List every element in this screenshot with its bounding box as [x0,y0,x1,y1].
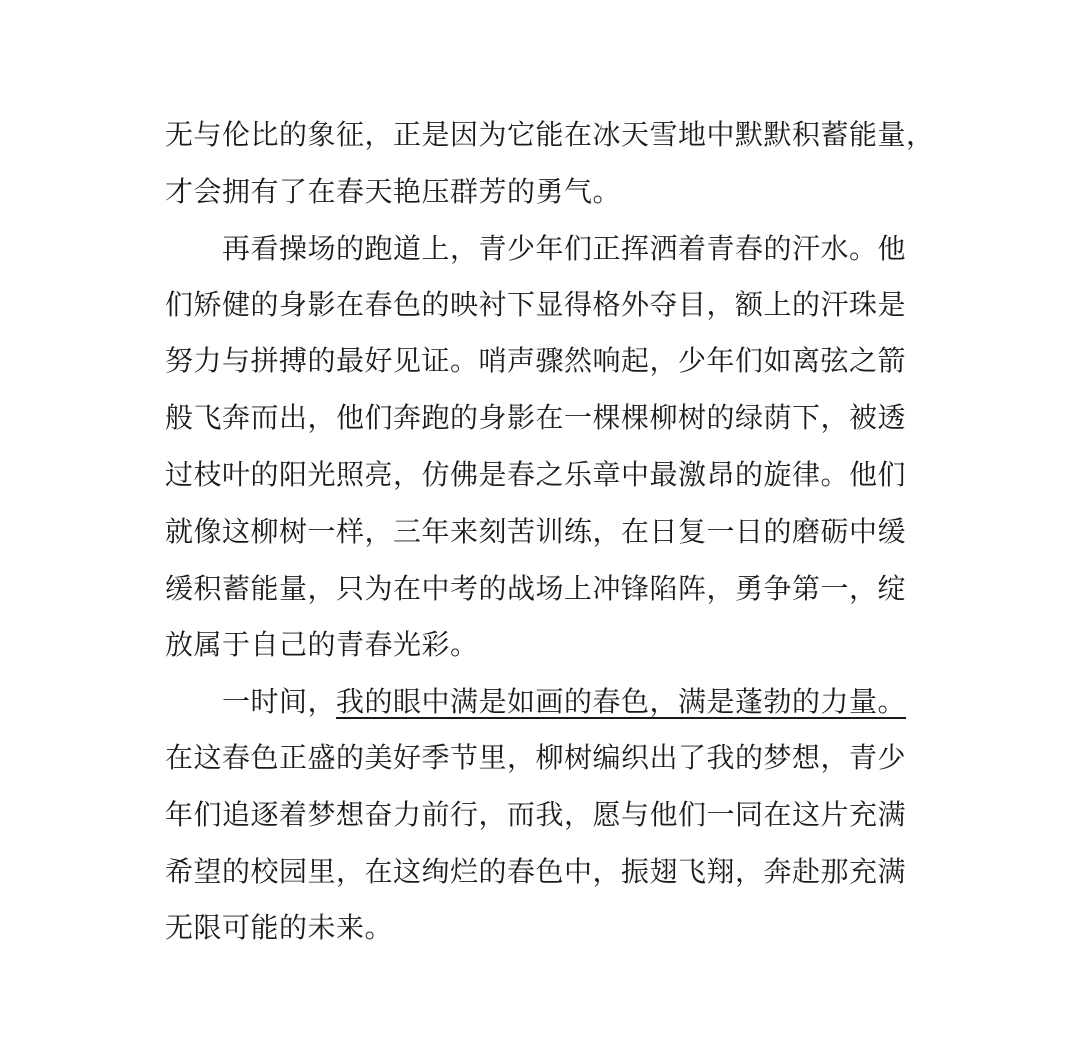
paragraph-start-line: 再看操场的跑道上，青少年们正挥洒着青春的汗水。他 [222,232,907,265]
text-line: 无限可能的未来。 [165,911,394,944]
text-line: 努力与拼搏的最好见证。哨声骤然响起，少年们如离弦之箭 [165,344,907,377]
text-line: 年们追逐着梦想奋力前行，而我，愿与他们一同在这片充满 [165,798,907,831]
text-line: 才会拥有了在春天艳压群芳的勇气。 [165,175,622,208]
text-line: 放属于自己的青春光彩。 [165,628,479,661]
text-line: 缓积蓄能量，只为在中考的战场上冲锋陷阵，勇争第一，绽 [165,572,907,605]
text-line: 们矫健的身影在春色的映衬下显得格外夺目，额上的汗珠是 [165,288,907,321]
text-line: 过枝叶的阳光照亮，仿佛是春之乐章中最激昂的旋律。他们 [165,458,907,491]
text-line: 希望的校园里，在这绚烂的春色中，振翅飞翔，奔赴那充满 [165,855,907,888]
paragraph-start-line [222,682,982,722]
text-line: 般飞奔而出，他们奔跑的身影在一棵棵柳树的绿荫下，被透 [165,401,907,434]
text-line: 就像这柳树一样，三年来刻苦训练，在日复一日的磨砺中缓 [165,515,907,548]
underlined-sentence: 我的眼中满是如画的春色，满是蓬勃的力量。 [336,685,907,718]
text-line: 无与伦比的象征，正是因为它能在冰天雪地中默默积蓄能量， [165,118,935,151]
text-line: 在这春色正盛的美好季节里，柳树编织出了我的梦想，青少 [165,741,907,774]
line-prefix-text: 一时间， [222,685,337,718]
